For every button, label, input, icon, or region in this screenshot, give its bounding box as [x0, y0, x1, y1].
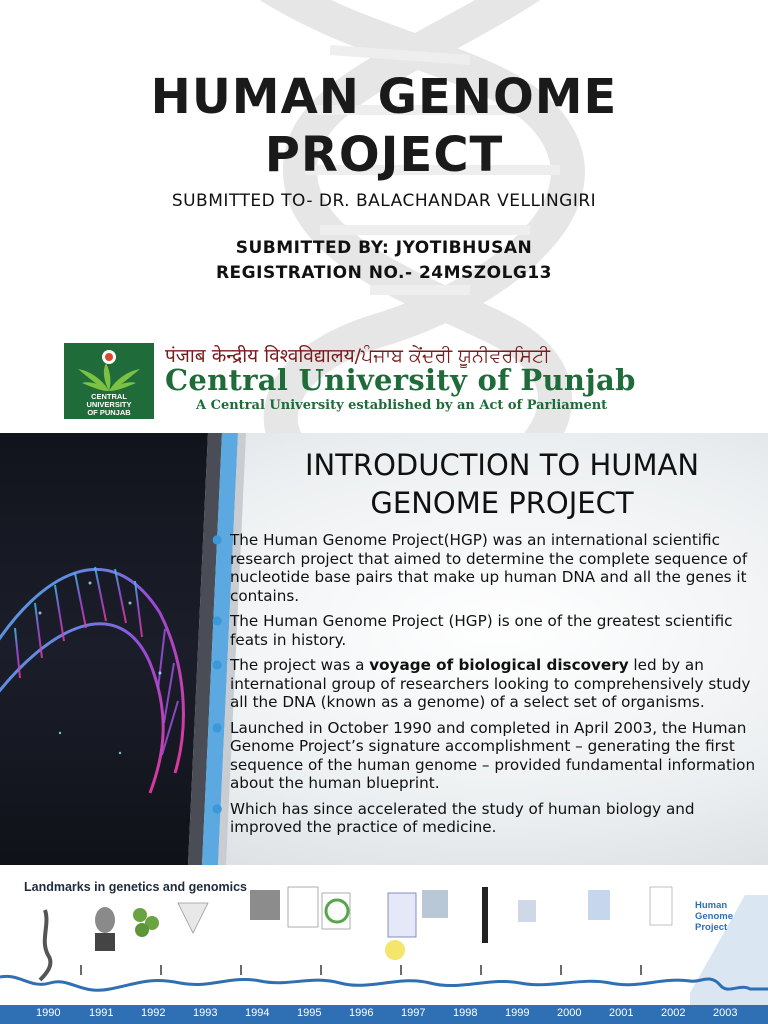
emphasis-text: voyage of biological discovery	[369, 656, 629, 674]
year-label: 2000	[557, 1007, 582, 1019]
bullet-item: ● Which has since accelerated the study of human biology and improved the practice of medicine.	[212, 799, 695, 836]
submitted-by-text: SUBMITTED BY: JYOTIBHUSAN	[235, 238, 533, 258]
human-genome-project-label: Human Genome Project	[695, 900, 734, 933]
university-emblem-icon	[64, 343, 154, 419]
landmarks-slide	[0, 865, 768, 1024]
title-line-1: HUMAN GENOME	[150, 69, 618, 125]
bullet-list	[212, 531, 760, 844]
bullet-dot-icon: ●	[212, 800, 223, 815]
submitted-by-block	[0, 236, 768, 286]
year-label: 1991	[89, 1007, 114, 1019]
registration-text: REGISTRATION NO.- 24MSZOLG13	[215, 263, 553, 283]
university-name-regional: पंजाब केन्द्रीय विश्वविद्यालय/ਪੰਜਾਬ ਕੇਂਦਰੀ ਯੂਨੀਵਰਸਿਟੀ	[165, 345, 550, 367]
year-label: 1990	[36, 1007, 61, 1019]
emblem-line-3: OF PUNJAB	[87, 408, 131, 417]
bullet-item: ● The Human Genome Project (HGP) is one of the greatest scientific feats in history.	[212, 612, 733, 649]
year-label: 2003	[713, 1007, 738, 1019]
landmarks-timeline-graphic	[0, 865, 768, 1024]
year-label: 1992	[141, 1007, 166, 1019]
emblem-line-1: CENTRAL	[91, 392, 127, 401]
bullet-item: ● Launched in October 1990 and completed in April 2003, the Human Genome Project’s signature accomplishment – generating the first sequence of the human genome – provided fundamental information about the human blueprint.	[212, 718, 756, 792]
year-label: 2002	[661, 1007, 686, 1019]
intro-title	[242, 446, 762, 522]
year-label: 1997	[401, 1007, 426, 1019]
bullet-dot-icon: ●	[212, 613, 223, 627]
intro-title-line-2: GENOME PROJECT	[370, 486, 634, 520]
landmarks-title: Landmarks in genetics and genomics	[24, 880, 247, 894]
year-label: 1995	[297, 1007, 322, 1019]
year-label: 1999	[505, 1007, 530, 1019]
timeline-year-bar	[0, 1005, 768, 1024]
year-label: 1996	[349, 1007, 374, 1019]
year-label: 1993	[193, 1007, 218, 1019]
bullet-item: ● The Human Genome Project(HGP) was an international scientific research project that aimed to determine the complete sequence of nucleotide base pairs that make up human DNA and all the genes it contains.	[212, 531, 748, 605]
bullet-dot-icon: ●	[212, 532, 223, 546]
university-tagline: A Central University established by an Act of Parliament	[196, 398, 608, 413]
submitted-to-text: SUBMITTED TO- DR. BALACHANDAR VELLINGIRI	[171, 191, 597, 211]
landmark-illustrations	[40, 887, 768, 1005]
title-slide	[0, 0, 768, 433]
bullet-item: ● The project was a voyage of biological discovery led by an international group of researchers looking to comprehensively study all the DNA (known as a genome) of a select set of organisms.	[212, 656, 751, 711]
slide-title	[0, 68, 768, 184]
year-label: 1998	[453, 1007, 478, 1019]
year-label: 1994	[245, 1007, 270, 1019]
university-name: Central University of Punjab	[165, 363, 636, 397]
bullet-dot-icon: ●	[212, 719, 223, 734]
title-line-2: PROJECT	[264, 127, 504, 183]
year-label: 2001	[609, 1007, 634, 1019]
bullet-dot-icon: ●	[212, 657, 223, 671]
intro-title-line-1: INTRODUCTION TO HUMAN	[304, 448, 700, 482]
introduction-slide	[0, 433, 768, 865]
emblem-line-2: UNIVERSITY	[86, 400, 132, 409]
